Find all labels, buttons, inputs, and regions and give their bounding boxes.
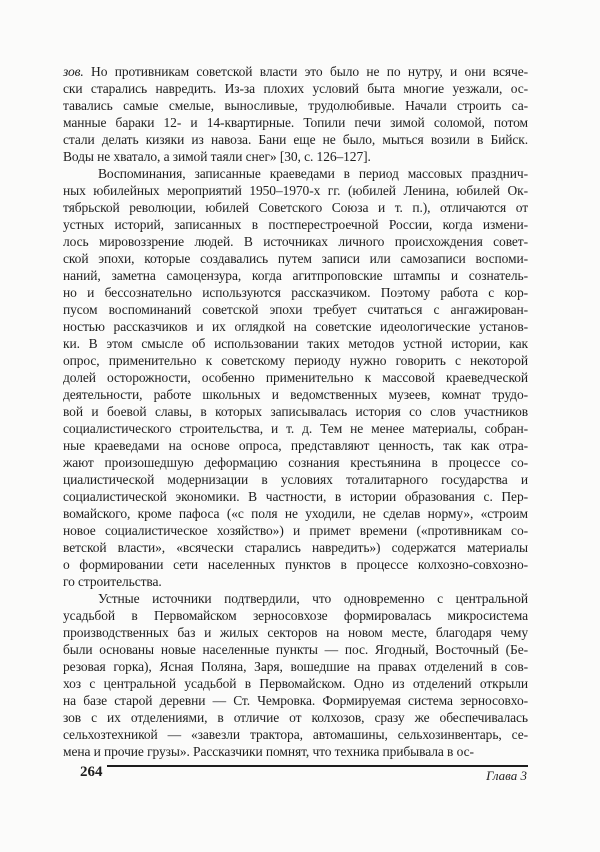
page-footer [62,762,528,784]
text-line: Воды не хватало, а зимой таяли снег» [30, с. 126–127]. [63,149,371,164]
text-line: опрос, применительно к советскому периоду нужно говорить с некоторой [63,353,528,368]
italic-lead-word: зов. [63,64,84,79]
text-line: хоз с центральной усадьбой в Первомайском. Одно из отделений открыли [63,676,528,691]
text-line: ки. В этом смысле об использовании таких методов устной истории, как [63,336,528,351]
text-line: жают произошедшую деформацию сознания крестьянина в процессе со- [63,455,528,470]
text-line: зов с их отделениями, в отличие от колхозов, сразу же обеспечивалась [63,710,528,725]
text-line: о формировании сети населенных пунктов в процессе колхозно-совхозно- [63,557,528,572]
text-line: резовая горка), Ясная Поляна, Заря, вошедшие на правах отделений в сов- [63,659,528,674]
text-line: Воспоминания, записанные краеведами в период массовых празднич- [98,166,528,181]
text-line: тавались самые смелые, выносливые, трудолюбивые. Начали строить са- [63,98,528,113]
text-line: ской эпохи, которые создавались путем записи или самозаписи воспоми- [63,251,528,266]
paragraph [63,165,528,590]
text-line: мена и прочие грузы». Рассказчики помнят, что техника прибывала в ос- [63,744,474,759]
text-line: были основаны новые населенные пункты — пос. Ягодный, Восточный (Бе- [63,642,528,657]
text-line: пусом воспоминаний советской эпохи требует считаться с ангажирован- [63,302,528,317]
text-line: долей осторожности, особенно применительно к массовой краеведческой [63,370,528,385]
text-line: ностью рассказчиков и их оглядкой на советские идеологические установ- [63,319,528,334]
text-line: сельхозтехникой — «завезли трактора, автомашины, сельхозинвентарь, се- [63,727,528,742]
page-number: 264 [80,764,103,780]
footer-rule [107,765,528,767]
text-line: вомайского, кроме пафоса («с поля не уходили, не сделав норму», «строим [63,506,528,521]
text-line: ные краеведами на основе опроса, представляют ценность, так как отра- [63,438,528,453]
text-line: ски старались навредить. Из-за плохих условий быта многие уезжали, ос- [63,81,528,96]
text-line: стали делать кизяки из навоза. Бани еще не было, мыться возили в Бийск. [63,132,528,147]
text-line: манные бараки 12- и 14-квартирные. Топили печи зимой соломой, потом [63,115,528,130]
text-line: вой и боевой славы, в которых записывалась история со слов участников [63,404,528,419]
text-line: ных юбилейных мероприятий 1950–1970-х гг. (юбилей Ленина, юбилей Ок- [63,183,528,198]
paragraph [63,590,528,760]
text-line: производственных баз и жилых секторов на новом месте, благодаря чему [63,625,528,640]
text-line: лось мировоззрение людей. В источниках личного происхождения совет- [63,234,528,249]
text-line: устных историй, записанных в постперестроечной России, когда измени- [63,217,528,232]
text-line: го строительства. [63,574,162,589]
text-line: усадьбой в Первомайском зерносовхозе формировалась микросистема [63,608,528,623]
text-line: деятельности, работе школьных и ведомственных музеев, комнат трудо- [63,387,528,402]
paragraph [63,63,528,165]
text-line: ветской власти», «всячески старались навредить») содержатся материалы [63,540,528,555]
text-line: Устные источники подтвердили, что одновременно с центральной [98,591,528,606]
text-line: но и бессознательно используются рассказчиком. Поэтому работа с кор- [63,285,528,300]
text-line: наний, заметна самоцензура, когда агитпроповские штампы и сознатель- [63,268,528,283]
chapter-label: Глава 3 [486,768,527,783]
text-line: социалистической экономики. В частности, в истории образования с. Пер- [63,489,528,504]
text-line: на базе старой деревни — Ст. Чемровка. Формируемая система зерносовхо- [63,693,528,708]
text-line: циалистической модернизации в условиях тоталитарного государства и [63,472,528,487]
text-line: социалистического строительства, и т. д. Тем не менее материалы, собран- [63,421,528,436]
page-text [63,63,528,760]
text-line: тябрьской революции, юбилей Советского Союза и т. п.), отличаются от [63,200,528,215]
text-line: новое социалистическое хозяйство») и примет времени («противникам со- [63,523,528,538]
text-line: зов. Но противникам советской власти это было не по нутру, и они всяче- [63,64,528,79]
